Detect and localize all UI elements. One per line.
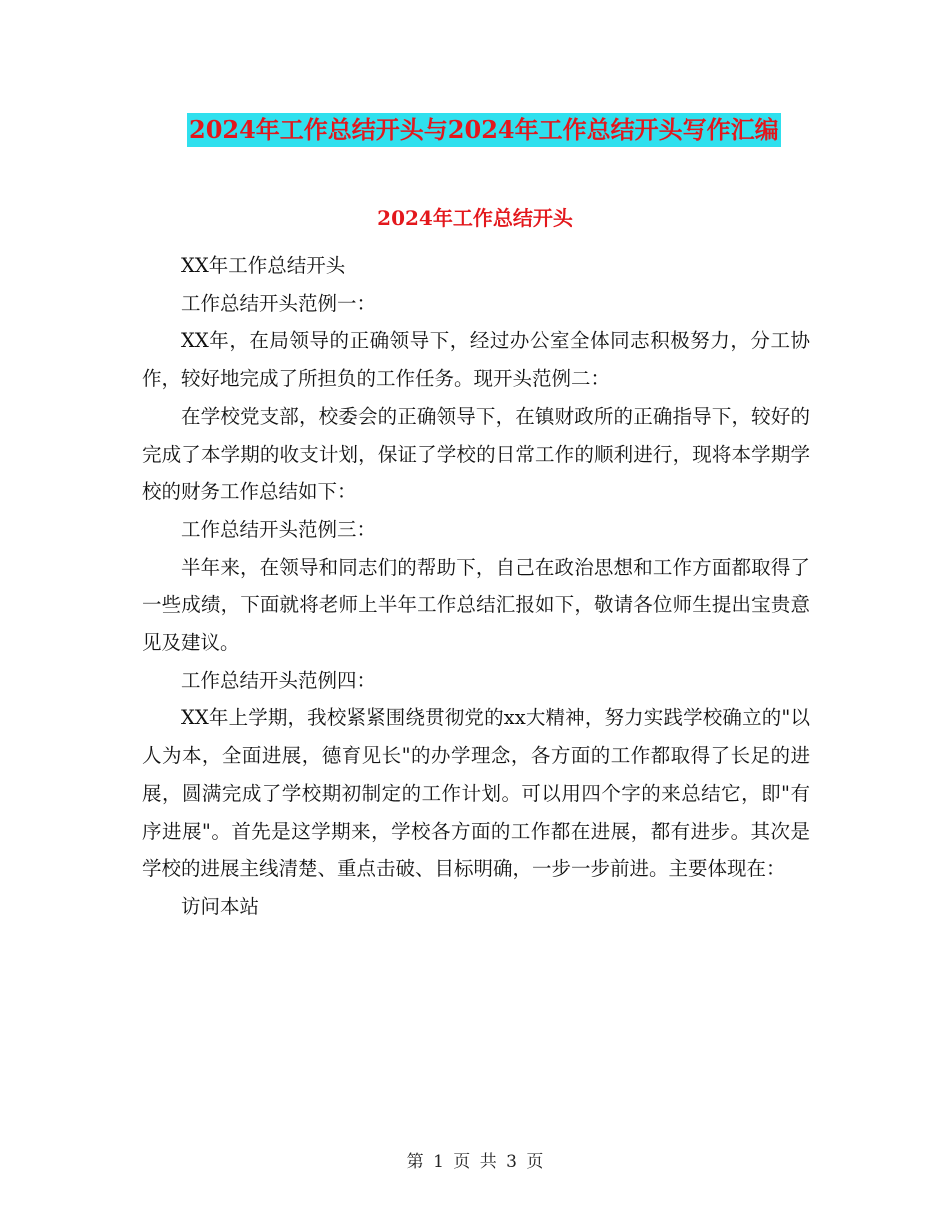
paragraph-heading: XX年工作总结开头 (181, 254, 346, 277)
document-title: 2024年工作总结开头与2024年工作总结开头写作汇编 (187, 113, 781, 147)
section-title: 2024年工作总结开头 (377, 206, 573, 230)
paragraph-example-2: 在学校党支部，校委会的正确领导下，在镇财政所的正确指导下，较好的完成了本学期的收支计划，保证了学校的日常工作的顺利进行，现将本学期学校的财务工作总结如下： (142, 404, 810, 504)
page-footer: 第 1 页 共 3 页 (406, 1152, 544, 1172)
document-body (142, 247, 810, 926)
paragraph-visit-site: 访问本站 (181, 894, 260, 918)
paragraph-example-1: XX年，在局领导的正确领导下，经过办公室全体同志积极努力，分工协作，较好地完成了所担负的工作任务。现开头范例二： (142, 329, 810, 391)
paragraph-example-4: XX年上学期，我校紧紧围绕贯彻党的xx大精神，努力实践学校确立的"以人为本，全面进展，德育见长"的办学理念，各方面的工作都取得了长足的进展，圆满完成了学校期初制定的工作计划。可以用四个字的来总结它，即"有序进展"。首先是这学期来，学校各方面的工作都在进展，都有进步。其次是学校的进展主线清楚、重点击破、目标明确，一步一步前进。主要体现在： (142, 706, 810, 881)
paragraph-example-3: 半年来，在领导和同志们的帮助下，自己在政治思想和工作方面都取得了一些成绩，下面就将老师上半年工作总结汇报如下，敬请各位师生提出宝贵意见及建议。 (142, 555, 810, 655)
paragraph-example-4-label: 工作总结开头范例四： (181, 668, 377, 692)
paragraph-example-3-label: 工作总结开头范例三： (181, 517, 377, 541)
paragraph-example-1-label: 工作总结开头范例一： (181, 291, 377, 315)
